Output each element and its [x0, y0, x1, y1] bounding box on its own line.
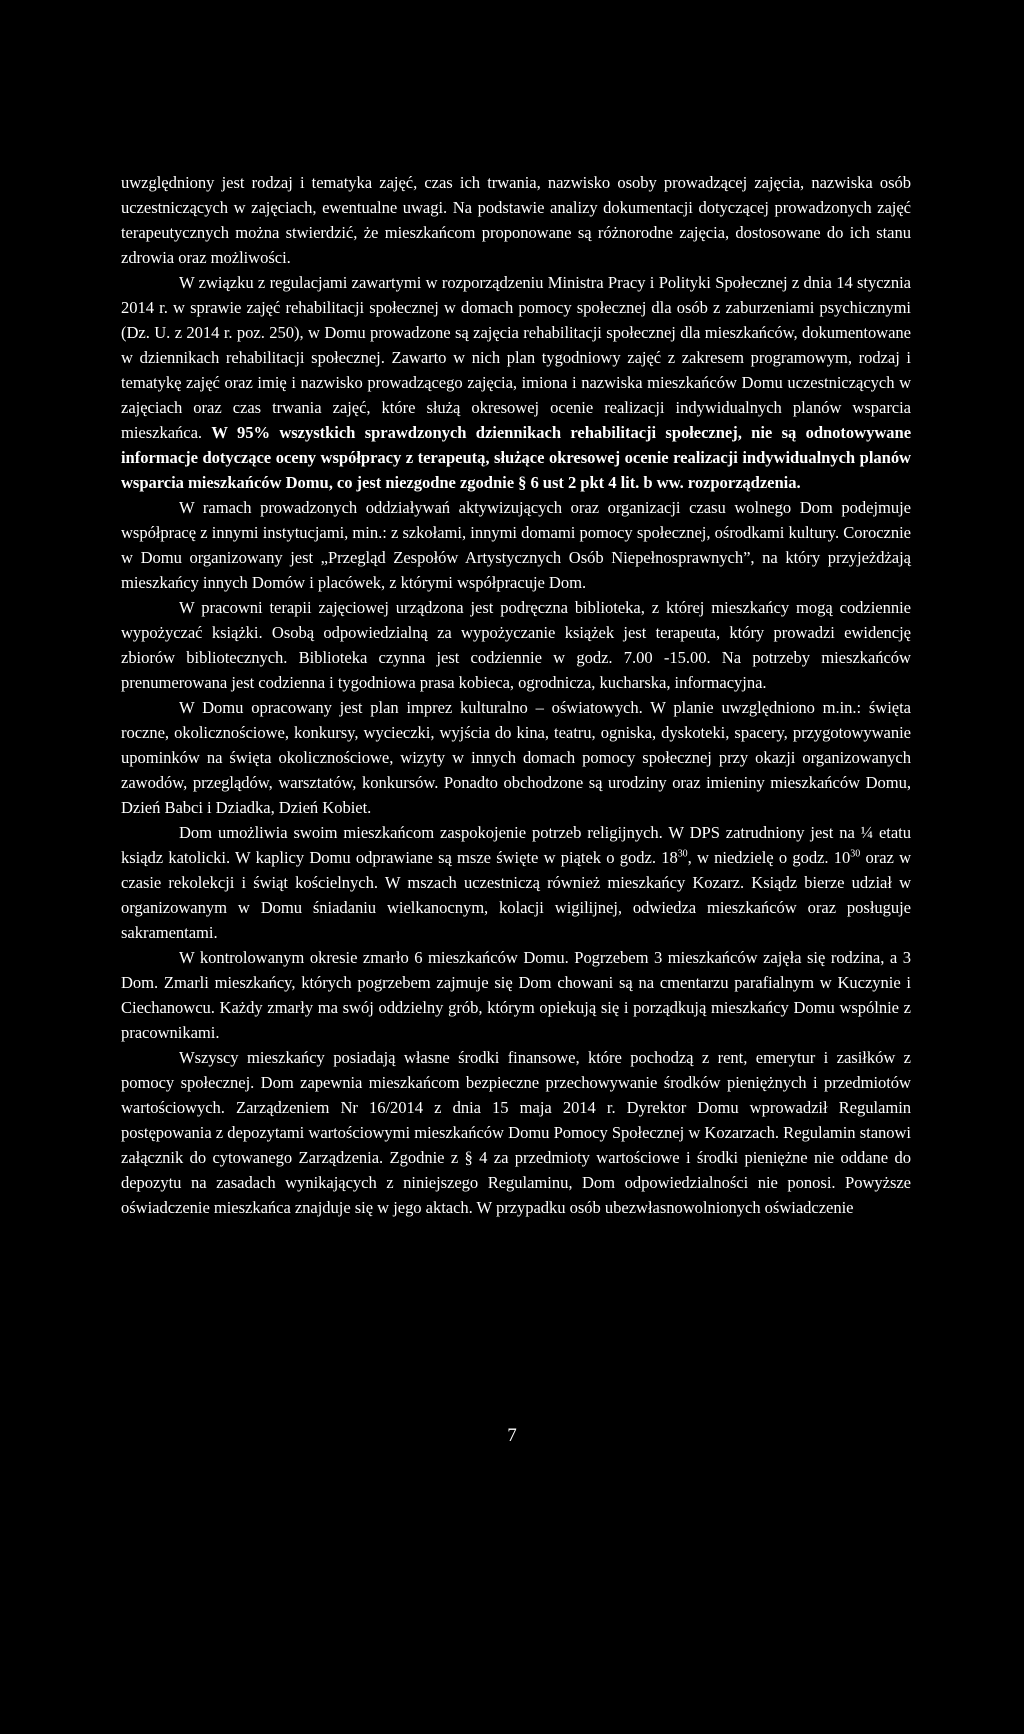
paragraph-3: [121, 495, 911, 595]
text-run: uwzględniony jest rodzaj i tematyka zajęć, czas ich trwania, nazwisko osoby prowadzącej zajęcia, nazwiska osób uczestniczących w zajęciach, ewentualne uwagi. Na podstawie analizy dokumentacji dotyczącej prowadzonych zajęć terapeutycznych można stwierdzić, że mieszkańcom proponowane są różnorodne zajęcia, dostosowane do ich stanu zdrowia oraz możliwości.: [121, 173, 911, 267]
bold-finding: W 95% wszystkich sprawdzonych dziennikach rehabilitacji społecznej, nie są odnotowywane informacje dotyczące oceny współpracy z terapeutą, służące okresowej ocenie realizacji indywidualnych planów wsparcia mieszkańców Domu, co jest niezgodne zgodnie § 6 ust 2 pkt 4 lit. b ww. rozporządzenia.: [121, 423, 912, 492]
paragraph-8: [121, 1045, 911, 1220]
text-run: Dom umożliwia swoim mieszkańcom zaspokojenie potrzeb religijnych. W DPS zatrudniony jest na ¼ etatu ksiądz katolicki. W kaplicy Domu odprawiane są msze święte w piątek o godz. 18: [121, 823, 911, 867]
text-run: W związku z regulacjami zawartymi w rozporządzeniu Ministra Pracy i Polityki Społecznej z dnia 14 stycznia 2014 r. w sprawie zajęć rehabilitacji społecznej w domach pomocy społecznej dla osób z zaburzeniami psychicznymi (Dz. U. z 2014 r. poz. 250), w Domu prowadzone są zajęcia rehabilitacji społecznej dla mieszkańców, dokumentowane w dziennikach rehabilitacji społecznej. Zawarto w nich plan tygodniowy zajęć z zakresem programowym, rodzaj i tematykę zajęć oraz imię i nazwisko prowadzącego zajęcia, imiona i nazwiska mieszkańców Domu uczestniczących w zajęciach oraz czas trwania zajęć, które służą okresowej ocenie realizacji indywidualnych planów wsparcia mieszkańca.: [121, 273, 911, 442]
paragraph-1: [121, 170, 911, 270]
paragraph-6: [121, 820, 911, 945]
paragraph-7: [121, 945, 911, 1045]
superscript: 30: [677, 848, 688, 860]
text-run: , w niedzielę o godz. 10: [687, 848, 851, 867]
text-run: Wszyscy mieszkańcy posiadają własne środki finansowe, które pochodzą z rent, emerytur i zasiłków z pomocy społecznej. Dom zapewnia mieszkańcom bezpieczne przechowywanie środków pieniężnych i przedmiotów wartościowych. Zarządzeniem Nr 16/2014 z dnia 15 maja 2014 r. Dyrektor Domu wprowadził Regulamin postępowania z depozytami wartościowymi mieszkańców Domu Pomocy Społecznej w Kozarzach. Regulamin stanowi załącznik do cytowanego Zarządzenia. Zgodnie z § 4 za przedmioty wartościowe i środki pieniężne nie oddane do depozytu na zasadach wynikających z niniejszego Regulaminu, Dom odpowiedzialności nie ponosi. Powyższe oświadczenie mieszkańca znajduje się w jego aktach. W przypadku osób ubezwłasnowolnionych oświadczenie: [121, 1048, 911, 1217]
text-run: W kontrolowanym okresie zmarło 6 mieszkańców Domu. Pogrzebem 3 mieszkańców zajęła się rodzina, a 3 Dom. Zmarli mieszkańcy, których pogrzebem zajmuje się Dom chowani są na cmentarzu parafialnym w Kuczynie i Ciechanowcu. Każdy zmarły ma swój oddzielny grób, którym opiekują się i porządkują mieszkańcy Domu wspólnie z pracownikami.: [121, 948, 911, 1042]
superscript: 30: [850, 848, 861, 860]
paragraph-5: [121, 695, 911, 820]
text-run: W Domu opracowany jest plan imprez kulturalno – oświatowych. W planie uwzględniono m.in.: święta roczne, okolicznościowe, konkursy, wycieczki, wyjścia do kina, teatru, ogniska, dyskoteki, spacery, przygotowywanie upominków na święta okolicznościowe, wizyty w innych domach pomocy społecznej przy okazji organizowanych zawodów, przeglądów, warsztatów, konkursów. Ponadto obchodzone są urodziny oraz imieniny mieszkańców Domu, Dzień Babci i Dziadka, Dzień Kobiet.: [121, 698, 911, 817]
text-run: W pracowni terapii zajęciowej urządzona jest podręczna biblioteka, z której mieszkańcy mogą codziennie wypożyczać książki. Osobą odpowiedzialną za wypożyczanie książek jest terapeuta, który prowadzi ewidencję zbiorów bibliotecznych. Biblioteka czynna jest codziennie w godz. 7.00 -15.00. Na potrzeby mieszkańców prenumerowana jest codzienna i tygodniowa prasa kobieca, ogrodnicza, kucharska, informacyjna.: [121, 598, 911, 692]
page-number: 7: [507, 1425, 517, 1446]
paragraph-4: [121, 595, 911, 695]
paragraph-2: [121, 270, 911, 495]
text-run: oraz w czasie rekolekcji i świąt kościelnych. W mszach uczestniczą również mieszkańcy Kozarz. Ksiądz bierze udział w organizowanym w Domu śniadaniu wielkanocnym, kolacji wigilijnej, odwiedza mieszkańców oraz posługuje sakramentami.: [121, 848, 912, 942]
document-body: [121, 170, 911, 1220]
text-run: W ramach prowadzonych oddziaływań aktywizujących oraz organizacji czasu wolnego Dom podejmuje współpracę z innymi instytucjami, min.: z szkołami, innymi domami pomocy społecznej, ośrodkami kultury. Corocznie w Domu organizowany jest „Przegląd Zespołów Artystycznych Osób Niepełnosprawnych”, na który przyjeżdżają mieszkańcy innych Domów i placówek, z którymi współpracuje Dom.: [121, 498, 911, 592]
